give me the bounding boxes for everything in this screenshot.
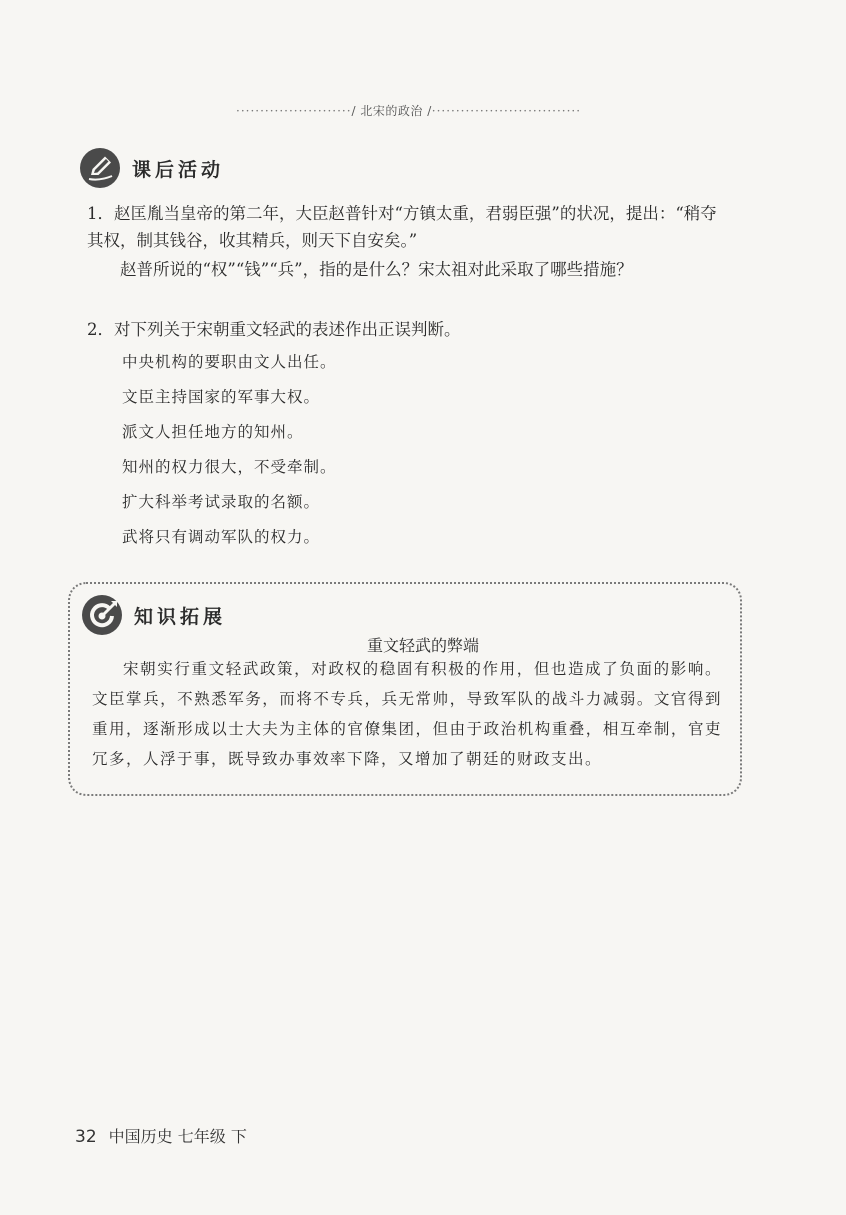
knowledge-ext-subtitle: 重文轻武的弊端 <box>366 636 479 655</box>
header-dots-right: ······························· <box>431 104 582 118</box>
header-dots-left: ························ <box>236 104 352 118</box>
knowledge-ext-title: 知识拓展 <box>134 605 227 628</box>
statement-item: 武将只有调动军队的权力。 <box>122 528 321 546</box>
knowledge-ext-heading <box>82 595 226 635</box>
after-class-title: 课后活动 <box>132 158 225 181</box>
question-2: 2．对下列关于宋朝重文轻武的表述作出正误判断。 <box>87 320 461 339</box>
book-title: 中国历史 七年级 下 <box>108 1127 247 1146</box>
question-1-sub: 赵普所说的“权”“钱”“兵”，指的是什么？宋太祖对此采取了哪些措施？ <box>120 260 633 279</box>
statement-item: 扩大科举考试录取的名额。 <box>122 493 321 511</box>
statement-item: 中央机构的要职由文人出任。 <box>122 353 337 371</box>
running-header: ························/ 北宋的政治 /······························· <box>236 104 582 118</box>
arrow-circle-badge-icon <box>82 595 122 635</box>
question-1: 1．赵匡胤当皇帝的第二年，大臣赵普针对“方镇太重，君弱臣强”的状况，提出：“稍夺其权，制其钱谷，收其精兵，则天下自安矣。” <box>87 204 717 250</box>
statement-list <box>122 345 337 555</box>
page-footer <box>75 1124 247 1147</box>
running-title: 北宋的政治 <box>360 104 423 118</box>
statement-item: 文臣主持国家的军事大权。 <box>122 388 321 406</box>
statement-item: 知州的权力很大，不受牵制。 <box>122 458 337 476</box>
knowledge-ext-body: 宋朝实行重文轻武政策，对政权的稳固有积极的作用，但也造成了负面的影响。文臣掌兵，不熟悉军务，而将不专兵，兵无常帅，导致军队的战斗力减弱。文官得到重用，逐渐形成以士大夫为主体的官僚集团，但由于政治机构重叠，相互牵制，官吏冗多，人浮于事，既导致办事效率下降，又增加了朝廷的财政支出。 <box>92 660 722 768</box>
page-number: 32 <box>75 1127 97 1147</box>
after-class-heading <box>80 148 224 188</box>
statement-item: 派文人担任地方的知州。 <box>122 423 304 441</box>
pencil-badge-icon <box>80 148 120 188</box>
